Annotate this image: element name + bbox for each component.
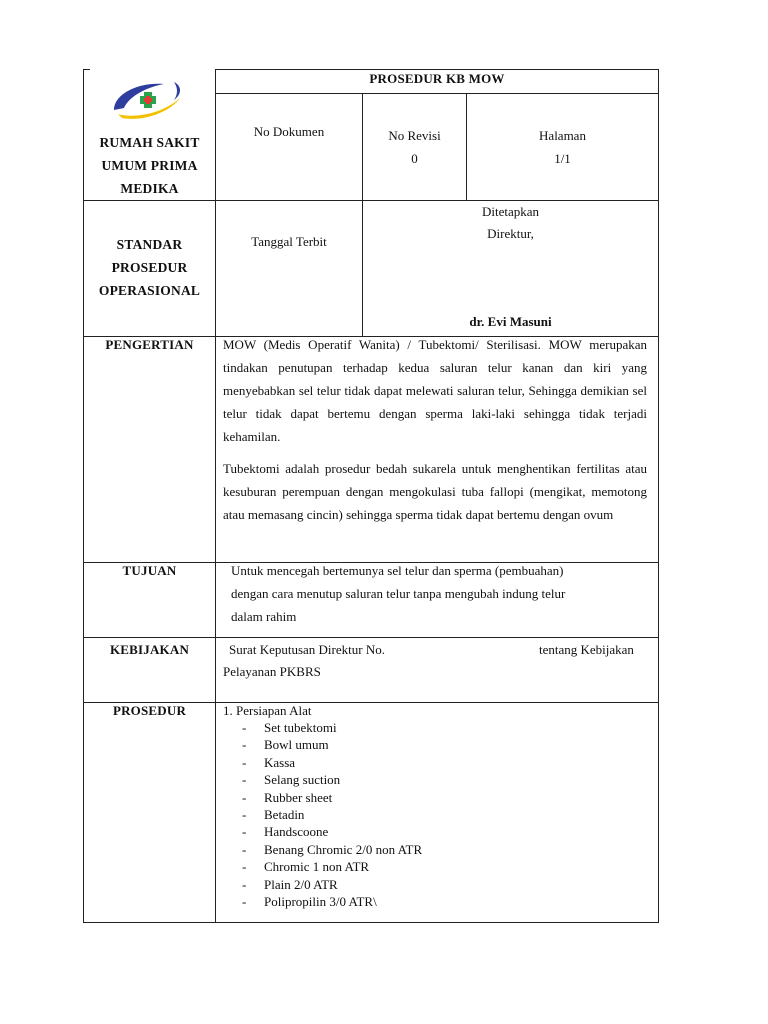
prosedur-item-text: Polipropilin 3/0 ATR\ [264, 894, 377, 910]
hospital-name-line-2: UMUM PRIMA [101, 158, 198, 173]
bullet-dash: - [242, 824, 247, 840]
tujuan-label: TUJUAN [122, 563, 177, 578]
prosedur-item-text: Rubber sheet [264, 789, 333, 805]
page-label: Halaman [539, 128, 586, 143]
prosedur-item-text: Plain 2/0 ATR [264, 876, 338, 892]
prosedur-item-text: Handscoone [264, 824, 329, 840]
approval-block [363, 201, 658, 245]
sop-label-line-2: PROSEDUR [111, 260, 188, 275]
prosedur-item [242, 823, 422, 840]
row-divider-4 [83, 637, 659, 638]
sop-label-line-1: STANDAR [116, 237, 183, 252]
kebijakan-label: KEBIJAKAN [109, 642, 190, 657]
hospital-name-line-1: RUMAH SAKIT [99, 135, 200, 150]
pengertian-paragraph-1: MOW (Medis Operatif Wanita) / Tubektomi/ Sterilisasi. MOW merupakan tindakan penutupan terhadap kedua saluran telur kanan dan kiri yang menyebabkan sel telur tidak dapat melewati saluran telur, Sehingga demikian sel telur tidak dapat bertemu dengan sperma laki-laki sehingga tidak terjadi kehamilan. [223, 337, 647, 444]
kebijakan-decree: Surat Keputusan Direktur No. [229, 642, 385, 657]
prosedur-step-1: 1. Persiapan Alat [223, 703, 312, 718]
prosedur-item [242, 719, 422, 736]
prosedur-item-text: Kassa [264, 754, 296, 770]
prosedur-item-text: Set tubektomi [264, 720, 337, 735]
pengertian-paragraph-2: Tubektomi adalah prosedur bedah sukarela untuk menghentikan fertilitas atau kesuburan perempuan dengan mengokulasi tuba fallopi (mengikat, memotong atau memasang cincin) sehingga sperma tidak dapat bertemu dengan ovum [223, 461, 647, 522]
prosedur-item [242, 858, 422, 875]
table-border-bottom [83, 922, 659, 923]
bullet-dash: - [242, 772, 247, 788]
bullet-dash: - [242, 737, 247, 753]
prosedur-item [242, 893, 422, 910]
bullet-dash: - [242, 876, 247, 892]
kebijakan-line-2: Pelayanan PKBRS [223, 664, 321, 679]
pengertian-label: PENGERTIAN [105, 337, 194, 352]
prosedur-item [242, 736, 422, 753]
prosedur-item-text: Bowl umum [264, 737, 329, 753]
doc-number-label: No Dokumen [253, 124, 325, 139]
table-border-right [658, 69, 659, 923]
prosedur-item-text: Chromic 1 non ATR [264, 859, 370, 875]
page-value: 1/1 [554, 151, 571, 166]
hospital-name [84, 131, 215, 200]
sop-label [84, 233, 215, 302]
director-label: Direktur, [487, 226, 534, 241]
tujuan-line-2: dengan cara menutup saluran telur tanpa mengubah indung telur [231, 586, 566, 601]
bullet-dash: - [242, 789, 247, 805]
page-cell [467, 124, 658, 170]
bullet-dash: - [242, 841, 247, 857]
tujuan-line-1: Untuk mencegah bertemunya sel telur dan sperma (pembuahan) [231, 563, 564, 578]
table-border-top [215, 69, 659, 70]
tujuan-text [231, 559, 651, 628]
hospital-logo [108, 76, 188, 124]
revision-value: 0 [411, 151, 418, 166]
approved-label: Ditetapkan [481, 204, 540, 219]
prosedur-item [242, 771, 422, 788]
document-title: PROSEDUR KB MOW [369, 71, 505, 86]
prosedur-item [242, 789, 422, 806]
bullet-dash: - [242, 720, 247, 735]
prosedur-item [242, 841, 422, 858]
prosedur-label: PROSEDUR [112, 703, 187, 718]
prosedur-item [242, 876, 422, 893]
prosedur-item-text: Betadin [264, 807, 305, 823]
revision-cell [363, 124, 466, 170]
title-row-divider [215, 93, 659, 94]
prosedur-item [242, 806, 422, 823]
prosedur-item-text: Benang Chromic 2/0 non ATR [264, 841, 423, 857]
prosedur-item [242, 754, 422, 771]
director-name: dr. Evi Masuni [469, 314, 552, 329]
revision-label: No Revisi [388, 128, 441, 143]
tujuan-line-3: dalam rahim [231, 609, 297, 624]
bullet-dash: - [242, 754, 247, 770]
prosedur-item-list [242, 719, 422, 910]
table-border-top-corner [83, 69, 90, 70]
bullet-dash: - [242, 859, 247, 875]
prosedur-item-text: Selang suction [264, 772, 341, 788]
issue-date-label: Tanggal Terbit [251, 234, 327, 249]
hospital-name-line-3: MEDIKA [120, 181, 179, 196]
table-column-divider [215, 69, 216, 923]
kebijakan-about: tentang Kebijakan [539, 642, 634, 657]
sop-label-line-3: OPERASIONAL [98, 283, 201, 298]
bullet-dash: - [242, 894, 247, 910]
bullet-dash: - [242, 807, 247, 823]
